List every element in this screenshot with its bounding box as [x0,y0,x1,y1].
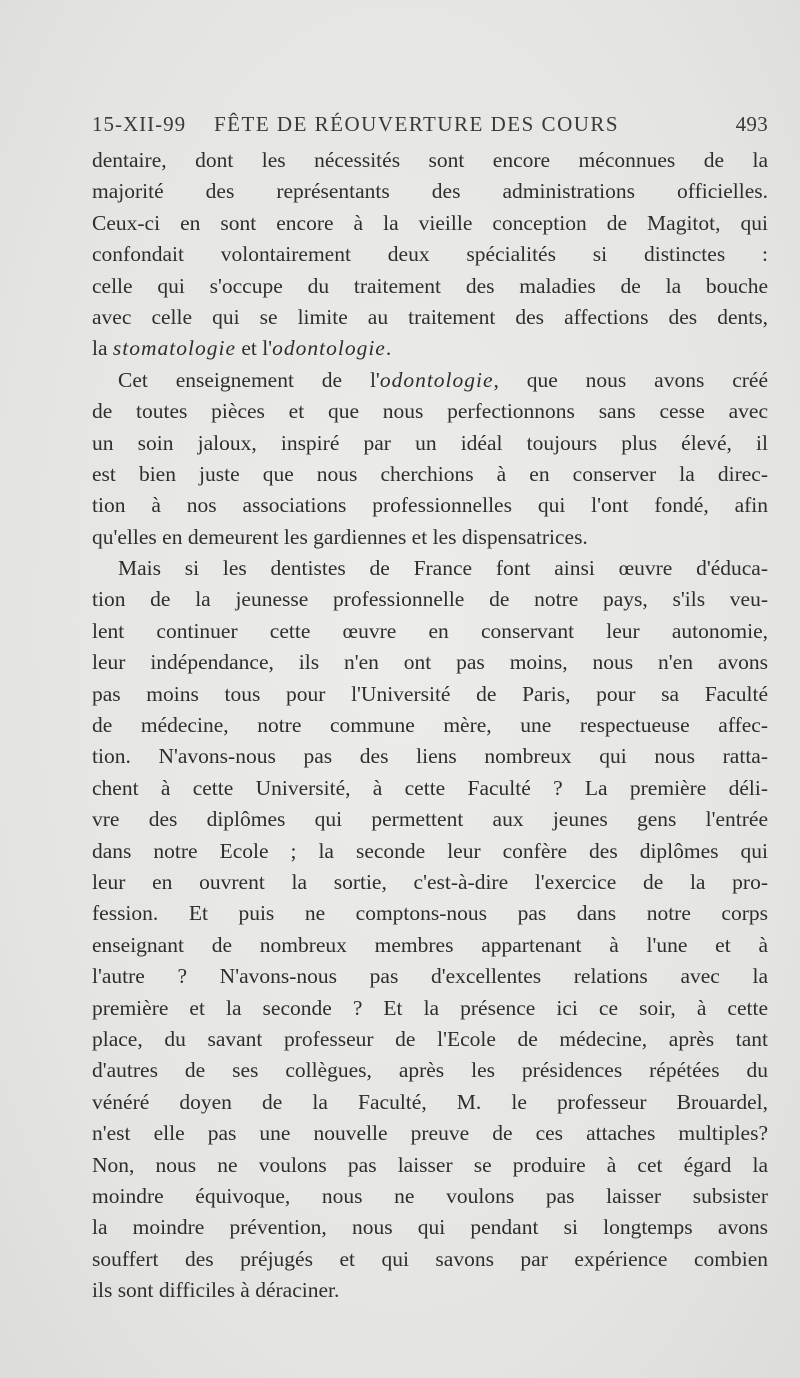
text-line: confondait volontairement deux spécialités si distinctes : [92,242,768,267]
italic-term: odontologie [272,336,386,361]
text-line: l'autre ? N'avons-nous pas d'excellentes relations avec la [92,964,768,989]
page-number: 493 [735,112,768,136]
text-line: n'est elle pas une nouvelle preuve de ces attaches multiples? [92,1121,768,1146]
text-line: d'autres de ses collègues, après les présidences répétées du [92,1058,768,1083]
text-line: de toutes pièces et que nous perfectionnons sans cesse avec [92,399,768,424]
header-title: FÊTE DE RÉOUVERTURE DES COURS [214,112,620,136]
text-line: avec celle qui se limite au traitement des affections des dents, [92,304,768,329]
text-line: chent à cette Université, à cette Faculté ? La première déli- [92,775,768,800]
text-line: tion de la jeunesse professionnelle de notre pays, s'ils veu- [92,587,768,612]
text-line-italic: la stomatologie et l'odontologie. [92,336,392,361]
text-line: majorité des représentants des administrations officielles. [92,179,768,204]
text-line: enseignant de nombreux membres appartenant à l'une et à [92,932,768,957]
text-line: vénéré doyen de la Faculté, M. le professeur Brouardel, [92,1089,768,1114]
text-line: pas moins tous pour l'Université de Paris, pour sa Faculté [92,681,768,706]
text-line: souffert des préjugés et qui savons par expérience combien [92,1246,768,1271]
text-line: Mais si les dentistes de France font ainsi œuvre d'éduca- [118,556,768,581]
text-line: Ceux-ci en sont encore à la vieille conception de Magitot, qui [92,210,768,235]
text-line: tion à nos associations professionnelles qui l'ont fondé, afin [92,493,768,518]
text-line: lent continuer cette œuvre en conservant leur autonomie, [92,618,768,643]
text-line: dentaire, dont les nécessités sont encore méconnues de la [92,148,768,172]
header-date: 15-XII-99 [92,112,187,136]
text-line: vre des diplômes qui permettent aux jeunes gens l'entrée [92,807,768,832]
text-line: leur en ouvrent la sortie, c'est-à-dire l'exercice de la pro- [92,869,768,894]
text-line: la moindre prévention, nous qui pendant si longtemps avons [92,1215,768,1240]
text-line: première et la seconde ? Et la présence ici ce soir, à cette [92,995,768,1020]
text-line: fession. Et puis ne comptons-nous pas dans notre corps [92,901,768,926]
text-line: est bien juste que nous cherchions à en conserver la direc- [92,461,768,486]
text-line: leur indépendance, ils n'en ont pas moins, nous n'en avons [92,650,768,675]
text-line: Non, nous ne voulons pas laisser se produire à cet égard la [92,1152,768,1177]
text-line: tion. N'avons-nous pas des liens nombreux qui nous ratta- [92,744,768,769]
running-head [92,112,768,142]
italic-term: stomatologie [112,336,236,361]
text-line: dans notre Ecole ; la seconde leur confère des diplômes qui [92,838,768,863]
text-line: de médecine, notre commune mère, une respectueuse affec- [92,713,768,738]
text-line: place, du savant professeur de l'Ecole de médecine, après tant [92,1026,768,1051]
text-line: un soin jaloux, inspiré par un idéal toujours plus élevé, il [92,430,768,455]
italic-term: odontologie [379,367,494,392]
text-line: moindre équivoque, nous ne voulons pas laisser subsister [92,1183,768,1208]
text-line: ils sont difficiles à déraciner. [92,1278,340,1303]
text-line: celle qui s'occupe du traitement des maladies de la bouche [92,273,768,298]
text-line-italic: Cet enseignement de l'odontologie, que nous avons créé [118,367,768,392]
text-line: qu'elles en demeurent les gardiennes et les dispensatrices. [92,524,588,549]
body-text [92,145,768,1306]
